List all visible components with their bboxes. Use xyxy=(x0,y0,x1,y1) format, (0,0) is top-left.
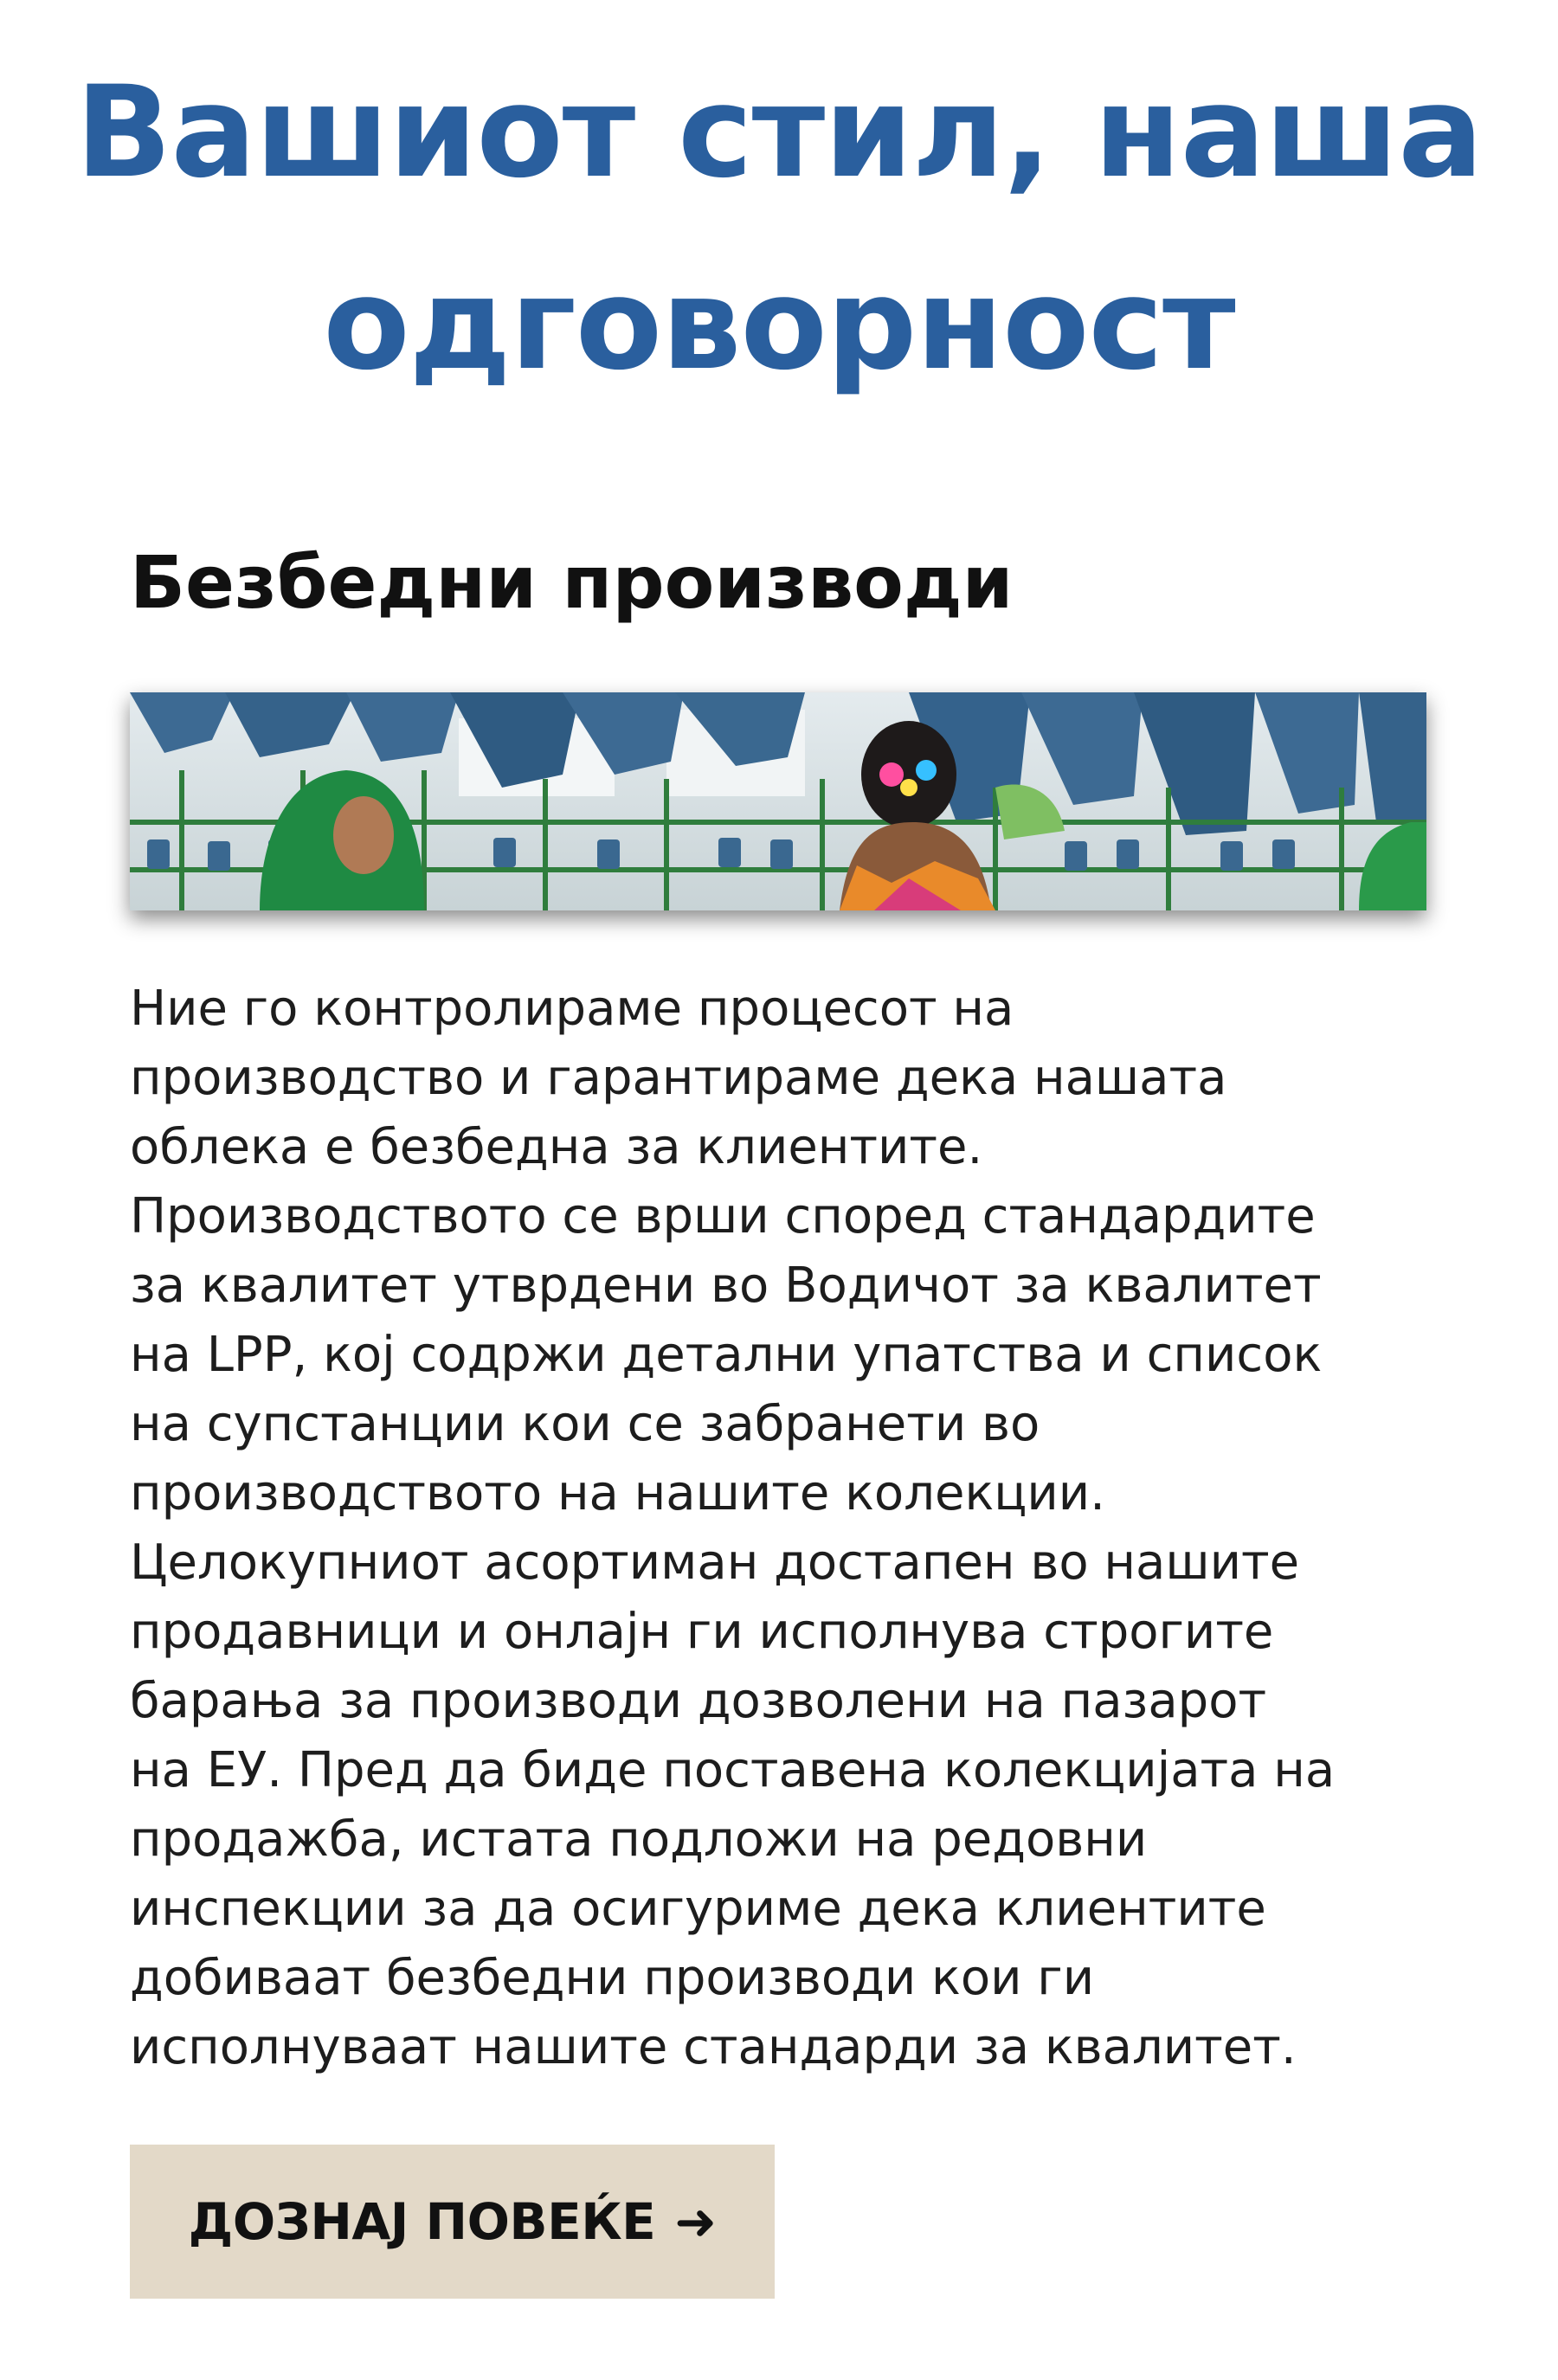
body-line: производство и гарантираме дека нашата xyxy=(130,1050,1227,1106)
section-title: Безбедни производи xyxy=(130,540,1014,625)
body-line: Целокупниот асортиман достапен во нашите xyxy=(130,1534,1300,1591)
learn-more-label: ДОЗНАЈ ПОВЕЌЕ xyxy=(188,2192,656,2251)
learn-more-button[interactable] xyxy=(130,2145,775,2299)
body-line: на супстанции кои се забранети во xyxy=(130,1396,1040,1452)
body-line: облека е безбедна за клиентите. xyxy=(130,1119,983,1175)
page-title-line-1: Вашиот стил, наша xyxy=(75,59,1483,206)
body-line: продажба, истата подложи на редовни xyxy=(130,1811,1148,1868)
textile-factory-illustration xyxy=(130,692,1426,910)
textile-factory-photo xyxy=(130,692,1426,910)
body-line: производството на нашите колекции. xyxy=(130,1465,1105,1521)
body-line: на ЕУ. Пред да биде поставена колекцијата на xyxy=(130,1742,1336,1798)
body-line: инспекции за да осигуриме дека клиентите xyxy=(130,1881,1266,1937)
body-line: Производството се врши според стандардите xyxy=(130,1188,1316,1245)
body-line: на LPP, кој содржи детални упатства и список xyxy=(130,1327,1323,1383)
body-line: барања за производи дозволени на пазарот xyxy=(130,1673,1267,1729)
body-line: Ние го контролираме процесот на xyxy=(130,981,1014,1037)
body-line: продавници и онлајн ги исполнува строгите xyxy=(130,1604,1274,1660)
body-line: добиваат безбедни производи кои ги xyxy=(130,1950,1095,2006)
body-line: за квалитет утврдени во Водичот за квалитет xyxy=(130,1258,1322,1314)
arrow-right-icon: ➜ xyxy=(674,2192,717,2251)
page-title xyxy=(52,36,1506,421)
section-body-text xyxy=(130,975,1445,2082)
body-line: исполнуваат нашите стандарди за квалитет. xyxy=(130,2019,1297,2075)
page-title-line-2: одговорност xyxy=(323,251,1235,398)
